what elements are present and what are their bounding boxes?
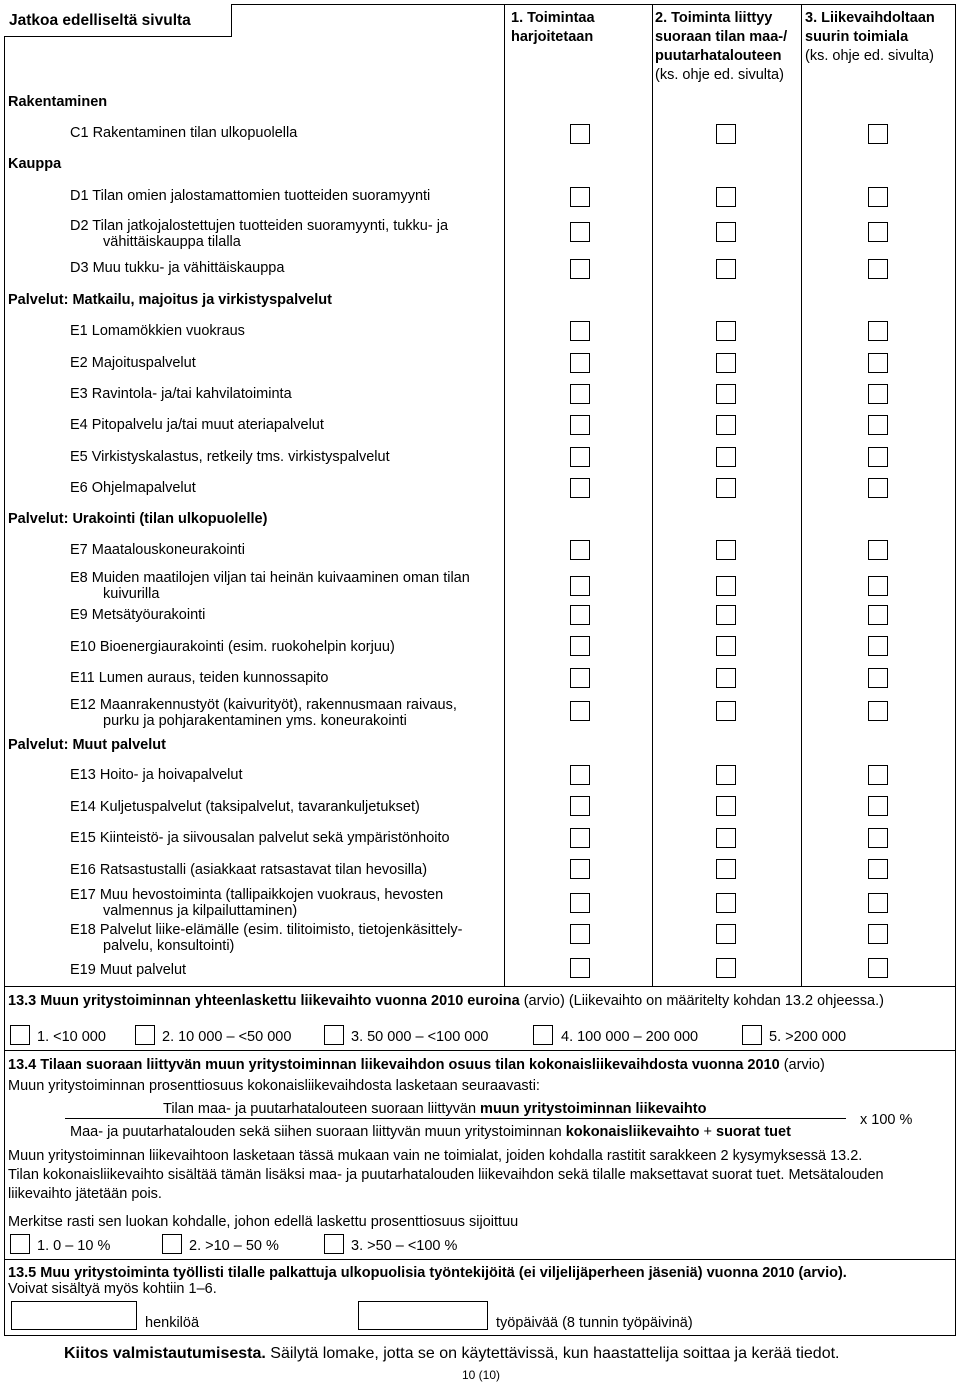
q135-subtitle: Voivat sisältyä myös kohtiin 1–6. xyxy=(8,1281,217,1297)
q134-option-1-label: 1. 0 – 10 % xyxy=(37,1238,111,1254)
activity-checkbox-col3[interactable] xyxy=(868,859,888,879)
q134-title: 13.4 Tilaan suoraan liittyvän muun yritystoiminnan liikevaihdon osuus tilan kokonaisliikevaihdosta vuonna 2010 (arvio) xyxy=(8,1057,825,1073)
activity-checkbox-col1[interactable] xyxy=(570,636,590,656)
q133-option-3-label: 3. 50 000 – <100 000 xyxy=(351,1029,489,1045)
activity-checkbox-col2[interactable] xyxy=(716,415,736,435)
activity-checkbox-col1[interactable] xyxy=(570,605,590,625)
col1-header: 1. Toimintaa harjoitetaan xyxy=(511,10,595,45)
formula-fraction-line xyxy=(65,1118,846,1119)
q134-paragraph-2: Tilan kokonaisliikevaihto sisältää tämän lisäksi maa- ja puutarhatalouden liikevaihdon sekä tilalle maksettavat suorat tuet. Metsätalouden xyxy=(8,1167,884,1183)
activity-checkbox-col3[interactable] xyxy=(868,259,888,279)
activity-row-label: E10 Bioenergiaurakointi (esim. ruokohelpin korjuu) xyxy=(70,639,395,655)
activity-checkbox-col3[interactable] xyxy=(868,478,888,498)
q135-title: 13.5 Muu yritystoiminta työllisti tilalle palkattuja ulkopuolisia työntekijöitä (ei viljelijäperheen jäseniä) vuonna 2010 (arvio). xyxy=(8,1265,847,1281)
activity-checkbox-col2[interactable] xyxy=(716,701,736,721)
activity-checkbox-col3[interactable] xyxy=(868,447,888,467)
activity-checkbox-col2[interactable] xyxy=(716,540,736,560)
q134-intro: Muun yritystoiminnan prosenttiosuus kokonaisliikevaihdosta lasketaan seuraavasti: xyxy=(8,1078,540,1094)
activity-checkbox-col1[interactable] xyxy=(570,478,590,498)
activity-checkbox-col1[interactable] xyxy=(570,187,590,207)
activity-checkbox-col1[interactable] xyxy=(570,958,590,978)
q134-option-3-checkbox[interactable] xyxy=(324,1234,344,1254)
q134-paragraph-1: Muun yritystoiminnan liikevaihtoon lasketaan tässä mukaan vain ne toimialat, joiden kohdalla rastitit sarakkeen 2 kysymyksessä 13.2. xyxy=(8,1148,863,1164)
activity-row-label: E17 Muu hevostoiminta (tallipaikkojen vuokraus, hevosten xyxy=(70,887,444,903)
activity-checkbox-col3[interactable] xyxy=(868,576,888,596)
q134-paragraph-2b: liikevaihto jätetään pois. xyxy=(8,1186,162,1202)
frame-left xyxy=(4,4,5,1336)
activity-checkbox-col1[interactable] xyxy=(570,924,590,944)
activity-row-label: E9 Metsätyöurakointi xyxy=(70,607,206,623)
activity-row-label: E19 Muut palvelut xyxy=(70,962,187,978)
q133-option-3-checkbox[interactable] xyxy=(324,1025,344,1045)
activity-row-label: E14 Kuljetuspalvelut (taksipalvelut, tavarankuljetukset) xyxy=(70,799,420,815)
activity-checkbox-col3[interactable] xyxy=(868,605,888,625)
q134-option-2-checkbox[interactable] xyxy=(162,1234,182,1254)
q133-option-4-checkbox[interactable] xyxy=(533,1025,553,1045)
activity-checkbox-col2[interactable] xyxy=(716,924,736,944)
activity-checkbox-col2[interactable] xyxy=(716,353,736,373)
section-matkailu: Palvelut: Matkailu, majoitus ja virkistyspalvelut xyxy=(8,292,332,308)
activity-checkbox-col3[interactable] xyxy=(868,765,888,785)
q134-instruction: Merkitse rasti sen luokan kohdalle, johon edellä laskettu prosenttiosuus sijoittuu xyxy=(8,1214,519,1230)
activity-checkbox-col1[interactable] xyxy=(570,384,590,404)
activity-row-label-cont: kuivurilla xyxy=(103,586,160,602)
activity-checkbox-col3[interactable] xyxy=(868,540,888,560)
activity-row-label-cont: valmennus ja kilpailuttaminen) xyxy=(103,903,298,919)
activity-checkbox-col1[interactable] xyxy=(570,859,590,879)
col-divider-3 xyxy=(801,4,802,986)
activity-checkbox-col2[interactable] xyxy=(716,124,736,144)
section-kauppa: Kauppa xyxy=(8,156,62,172)
activity-checkbox-col3[interactable] xyxy=(868,222,888,242)
activity-row-label: E16 Ratsastustalli (asiakkaat ratsastavat tilan hevosilla) xyxy=(70,862,428,878)
divider-13-5 xyxy=(4,1259,956,1260)
activity-row-label: E12 Maanrakennustyöt (kaivurityöt), rakennusmaan raivaus, xyxy=(70,697,457,713)
activity-checkbox-col2[interactable] xyxy=(716,765,736,785)
activity-row-label: D3 Muu tukku- ja vähittäiskauppa xyxy=(70,260,285,276)
activity-checkbox-col3[interactable] xyxy=(868,924,888,944)
activity-checkbox-col1[interactable] xyxy=(570,796,590,816)
activity-checkbox-col1[interactable] xyxy=(570,701,590,721)
activity-checkbox-col2[interactable] xyxy=(716,478,736,498)
activity-row-label: E2 Majoituspalvelut xyxy=(70,355,196,371)
activity-checkbox-col1[interactable] xyxy=(570,321,590,341)
activity-checkbox-col3[interactable] xyxy=(868,893,888,913)
activity-row-label-cont: purku ja pohjarakentaminen yms. koneurakointi xyxy=(103,713,407,729)
divider-13-3 xyxy=(4,986,956,987)
q133-option-5-label: 5. >200 000 xyxy=(769,1029,847,1045)
activity-checkbox-col1[interactable] xyxy=(570,353,590,373)
activity-checkbox-col3[interactable] xyxy=(868,958,888,978)
activity-checkbox-col3[interactable] xyxy=(868,828,888,848)
frame-right xyxy=(955,4,956,1336)
q134-option-3-label: 3. >50 – <100 % xyxy=(351,1238,458,1254)
activity-checkbox-col1[interactable] xyxy=(570,124,590,144)
activity-row-label: D1 Tilan omien jalostamattomien tuotteiden suoramyynti xyxy=(70,188,431,204)
activity-checkbox-col3[interactable] xyxy=(868,384,888,404)
activity-checkbox-col1[interactable] xyxy=(570,259,590,279)
activity-row-label: E13 Hoito- ja hoivapalvelut xyxy=(70,767,243,783)
activity-checkbox-col1[interactable] xyxy=(570,415,590,435)
continued-label: Jatkoa edelliseltä sivulta xyxy=(9,12,191,29)
activity-checkbox-col2[interactable] xyxy=(716,222,736,242)
col-divider-1 xyxy=(504,4,505,986)
activity-checkbox-col1[interactable] xyxy=(570,668,590,688)
page-number: 10 (10) xyxy=(462,1368,501,1382)
activity-checkbox-col2[interactable] xyxy=(716,859,736,879)
q133-option-2-label: 2. 10 000 – <50 000 xyxy=(162,1029,292,1045)
q133-option-2-checkbox[interactable] xyxy=(135,1025,155,1045)
activity-checkbox-col3[interactable] xyxy=(868,796,888,816)
activity-checkbox-col2[interactable] xyxy=(716,321,736,341)
workdays-count-field[interactable] xyxy=(358,1301,488,1330)
activity-checkbox-col3[interactable] xyxy=(868,187,888,207)
activity-row-label: E1 Lomamökkien vuokraus xyxy=(70,323,245,339)
activity-checkbox-col2[interactable] xyxy=(716,636,736,656)
activity-checkbox-col2[interactable] xyxy=(716,384,736,404)
formula-numerator: Tilan maa- ja puutarhatalouteen suoraan liittyvän muun yritystoiminnan liikevaihto xyxy=(163,1101,707,1117)
activity-checkbox-col2[interactable] xyxy=(716,259,736,279)
activity-checkbox-col2[interactable] xyxy=(716,893,736,913)
activity-checkbox-col2[interactable] xyxy=(716,668,736,688)
footer-thanks: Kiitos valmistautumisesta. Säilytä lomake, jotta se on käytettävissä, kun haastattelija soittaa ja kerää tiedot. xyxy=(64,1345,840,1362)
activity-checkbox-col1[interactable] xyxy=(570,222,590,242)
section-muut-palvelut: Palvelut: Muut palvelut xyxy=(8,737,166,753)
q133-option-5-checkbox[interactable] xyxy=(742,1025,762,1045)
activity-checkbox-col3[interactable] xyxy=(868,668,888,688)
divider-13-4 xyxy=(4,1050,956,1051)
activity-row-label: E7 Maatalouskoneurakointi xyxy=(70,542,245,558)
activity-row-label-cont: vähittäiskauppa tilalla xyxy=(103,234,241,250)
frame-bottom xyxy=(4,1335,956,1336)
activity-row-label: E3 Ravintola- ja/tai kahvilatoiminta xyxy=(70,386,292,402)
activity-row-label: E15 Kiinteistö- ja siivousalan palvelut sekä ympäristönhoito xyxy=(70,830,450,846)
q133-option-1-checkbox[interactable] xyxy=(10,1025,30,1045)
activity-checkbox-col3[interactable] xyxy=(868,353,888,373)
activity-checkbox-col1[interactable] xyxy=(570,828,590,848)
activity-checkbox-col2[interactable] xyxy=(716,576,736,596)
activity-checkbox-col1[interactable] xyxy=(570,893,590,913)
workdays-unit-label: työpäivää (8 tunnin työpäivinä) xyxy=(496,1315,693,1331)
activity-row-label: E5 Virkistyskalastus, retkeily tms. virkistyspalvelut xyxy=(70,449,390,465)
activity-checkbox-col1[interactable] xyxy=(570,576,590,596)
activity-checkbox-col2[interactable] xyxy=(716,796,736,816)
activity-checkbox-col3[interactable] xyxy=(868,636,888,656)
activity-checkbox-col3[interactable] xyxy=(868,415,888,435)
q134-option-1-checkbox[interactable] xyxy=(10,1234,30,1254)
activity-row-label-cont: palvelu, konsultointi) xyxy=(103,938,235,954)
activity-checkbox-col2[interactable] xyxy=(716,958,736,978)
q133-title: 13.3 Muun yritystoiminnan yhteenlaskettu liikevaihto vuonna 2010 euroina (arvio) (Liikevaihto on määritelty kohdan 13.2 ohjeessa.) xyxy=(8,993,884,1009)
activity-row-label: C1 Rakentaminen tilan ulkopuolella xyxy=(70,125,298,141)
activity-checkbox-col3[interactable] xyxy=(868,321,888,341)
activity-checkbox-col2[interactable] xyxy=(716,828,736,848)
q133-option-1-label: 1. <10 000 xyxy=(37,1029,106,1045)
activity-row-label: E8 Muiden maatilojen viljan tai heinän kuivaaminen oman tilan xyxy=(70,570,470,586)
activity-row-label: E4 Pitopalvelu ja/tai muut ateriapalvelut xyxy=(70,417,324,433)
section-urakointi: Palvelut: Urakointi (tilan ulkopuolelle) xyxy=(8,511,268,527)
q134-option-2-label: 2. >10 – 50 % xyxy=(189,1238,279,1254)
col2-header: 2. Toiminta liittyy suoraan tilan maa-/ puutarhatalouteen (ks. ohje ed. sivulta) xyxy=(655,10,788,83)
employees-unit-label: henkilöä xyxy=(145,1315,200,1331)
formula-multiplier: x 100 % xyxy=(860,1112,913,1128)
formula-denominator: Maa- ja puutarhatalouden sekä siihen suoraan liittyvän muun yritystoiminnan kokonaisliikevaihto + suorat tuet xyxy=(70,1124,791,1140)
activity-checkbox-col2[interactable] xyxy=(716,447,736,467)
activity-checkbox-col1[interactable] xyxy=(570,540,590,560)
activity-checkbox-col1[interactable] xyxy=(570,765,590,785)
section-rakentaminen: Rakentaminen xyxy=(8,94,108,110)
activity-row-label: D2 Tilan jatkojalostettujen tuotteiden suoramyynti, tukku- ja xyxy=(70,218,449,234)
activity-row-label: E11 Lumen auraus, teiden kunnossapito xyxy=(70,670,329,686)
activity-checkbox-col2[interactable] xyxy=(716,187,736,207)
col3-header: 3. Liikevaihdoltaan suurin toimiala (ks. ohje ed. sivulta) xyxy=(805,10,935,64)
q133-option-4-label: 4. 100 000 – 200 000 xyxy=(561,1029,699,1045)
activity-checkbox-col3[interactable] xyxy=(868,701,888,721)
activity-checkbox-col3[interactable] xyxy=(868,124,888,144)
continued-tab xyxy=(4,4,232,37)
col-divider-2 xyxy=(652,4,653,986)
activity-checkbox-col1[interactable] xyxy=(570,447,590,467)
activity-row-label: E18 Palvelut liike-elämälle (esim. tilitoimisto, tietojenkäsittely- xyxy=(70,922,463,938)
activity-checkbox-col2[interactable] xyxy=(716,605,736,625)
activity-row-label: E6 Ohjelmapalvelut xyxy=(70,480,196,496)
employees-count-field[interactable] xyxy=(11,1301,137,1330)
